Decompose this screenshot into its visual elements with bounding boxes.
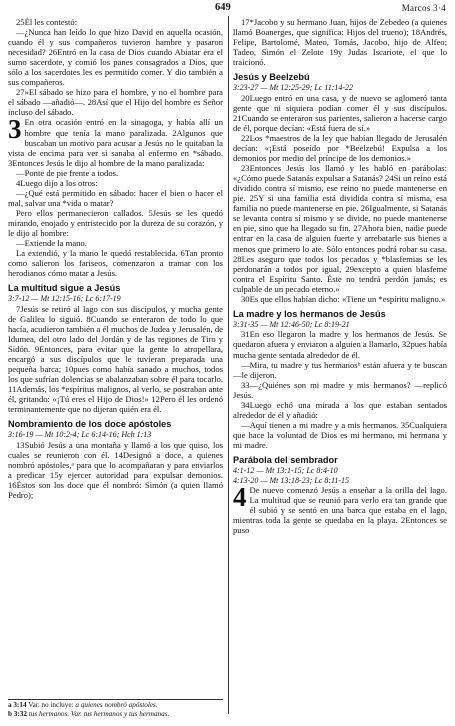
chapter-number: 4: [233, 482, 247, 513]
section-heading: Parábola del sembrador: [233, 454, 338, 465]
left-column: [8, 17, 223, 500]
verse-paragraph: —Ponte de pie frente a todos.: [16, 167, 119, 178]
verse-paragraph: 25Él les contestó:: [16, 17, 78, 27]
chapter-start: [8, 114, 223, 168]
footnote-ref: b 3:32: [8, 709, 27, 718]
column-divider: [228, 16, 229, 714]
section-heading: La madre y los hermanos de Jesús: [233, 308, 386, 319]
verse-paragraph: 30Es que ellos habían dicho: «Tiene un *espíritu maligno.»: [241, 293, 446, 304]
right-column: [233, 17, 447, 535]
verse-paragraph: 20Luego entró en una casa, y de nuevo se aglomeró tanta gente que ni siquiera podían comer él y sus discípulos. 21Cuando se enteraron sus parientes, salieron a hacerse cargo de él, porque decían: «Está fuera de sí.»: [233, 92, 447, 133]
verse-paragraph: Pero ellos permanecieron callados. 5Jesús se les quedó mirando, enojado y entristecido por la dureza de su corazón, y le dijo al hombre:: [8, 207, 223, 238]
verse-paragraph: 23Entonces Jesús los llamó y les habló en parábolas: «¿Cómo puede Satanás expulsar a Satanás? 24Si un reino está dividido contra sí mismo, ese reino no puede mantenerse en pie. 25Y si una familia está dividida contra sí misma, esa familia no puede mantenerse en pie. 26Igualmente, si Satanás se levanta contra sí mismo y se divide, no puede mantenerse en pie, sino que ha llegado su fin. 27Ahora bien, nadie puede entrar en la casa de alguien fuerte y arrebatarle sus bienes a menos que primero lo ate. Sólo entonces podrá robar su casa. 28Les aseguro que todos los pecados y *blasfemias se les perdonarán a todos por igual, 29excepto a quien blasfeme contra el Espíritu Santo. Éste no tendrá perdón jamás; es culpable de un pecado eterno.»: [233, 163, 447, 294]
section-heading: Nombramiento de los doce apóstoles: [8, 419, 172, 430]
cross-reference: 4:1-12 — Mt 13:1-15; Lc 8:4-10: [233, 465, 338, 475]
footnote: [8, 701, 223, 710]
footnote-ref: a 3:14: [8, 701, 27, 709]
footnote-italic: tus hermanos. Var. tus hermanos y tus hermanas.: [28, 709, 170, 718]
cross-reference: 3:23-27 — Mt 12:25-29; Lc 11:14-22: [233, 83, 354, 93]
page-header: [0, 2, 455, 16]
verse-paragraph: 22Los *maestros de la ley que habían llegado de Jerusalén decían: «¡Está poseído por *Beelzebú! Expulsa a los demonios por medio del príncipe de los demonios.»: [233, 133, 447, 164]
footnote-text: Var. no incluye:: [28, 701, 76, 709]
verse-paragraph: 4Luego dijo a los otros:: [16, 177, 98, 188]
page-number: 649: [215, 2, 231, 13]
verse-paragraph: 34Luego echó una mirada a los que estaban sentados alrededor de él y añadió:: [233, 399, 447, 420]
verse-paragraph: —Aquí tienen a mi madre y a mis hermanos. 35Cualquiera que hace la voluntad de Dios es mi hermano, mi hermana y mi madre.: [233, 419, 447, 450]
cross-reference: 3:7-12 — Mt 12:15-16; Lc 6:17-19: [8, 294, 121, 304]
verse-paragraph: La extendió, y la mano le quedó restablecida. 6Tan pronto como salieron los fariseos, comenzaron a tramar con los herodianos cómo matar a Jesús.: [8, 248, 223, 279]
chapter-number: 3: [8, 114, 22, 145]
section-heading: Jesús y Beelzebú: [233, 72, 310, 83]
chapter-start: [233, 482, 447, 536]
footnote-italic: a quienes nombró apóstoles.: [75, 701, 158, 709]
cross-reference: 3:31-35 — Mt 12:46-50; Lc 8:19-21: [233, 319, 350, 329]
section-heading: La multitud sigue a Jesús: [8, 283, 121, 294]
verse-paragraph: —¿Qué está permitido en sábado: hacer el bien o hacer el mal, salvar una *vida o matar?: [8, 187, 223, 208]
verse-paragraph: 33—¿Quiénes son mi madre y mis hermanos? —replicó Jesús.: [233, 379, 447, 400]
verse-paragraph: 7Jesús se retiró al lago con sus discípulos, y mucha gente de Galilea lo siguió. 8Cuando se enteraron de todo lo que hacía, acudieron también a él muchos de Judea y Jerusalén, de Idumea, del otro lado del Jordán y de las regiones de Tiro y Sidón. 9Entonces, para evitar que la gente lo atropellara, encargó a sus discípulos que le tuvieran preparada una pequeña barca; 10pues como había sanado a muchos, todos los que sufrían dolencias se abalanzaban sobre él para tocarlo. 11Además, los *espíritus malignos, al verlo, se postraban ante él, gritando: «¡Tú eres el Hijo de Dios!» 12Pero él les ordenó terminantemente que no dijeran quién era él.: [8, 303, 223, 415]
cross-reference: 3:16-19 — Mt 10:2-4; Lc 6:14-16; Hch 1:13: [8, 430, 152, 440]
footnote: [8, 710, 223, 719]
running-head: Marcos 3·4: [401, 3, 446, 13]
verse-text: En otra ocasión entró en la sinagoga, y había allí un hombre que tenía la mano paralizada. 2Algunos que buscaban un motivo para acusar a Jesús no le quitaban la vista de encima para ver si sanaba al enfermo en *sábado. 3Entonces Jesús le dijo al hombre de la mano paralizada:: [8, 117, 223, 168]
cross-reference: 4:13-20 — Mt 13:18-23; Lc 8:11-15: [233, 475, 350, 485]
verse-paragraph: 17*Jacobo y su hermano Juan, hijos de Zebedeo (a quienes llamó Boanerges, que significa: Hijos del trueno); 18Andrés, Felipe, Bartolomé, Mateo, Tomás, Jacobo, hijo de Alfeo; Tadeo, Simón el Zelote 19y Judas Iscariote, el que lo traicionó.: [233, 17, 447, 68]
verse-paragraph: 13Subió Jesús a una montaña y llamó a los que quiso, los cuales se reunieron con él. 14Designó a doce, a quienes nombró apóstoles,ᵃ para que lo acompañaran y para enviarlos a predicar 15y ejercer autoridad para expulsar demonios. 16Éstos son los doce que él nombró: Simón (a quien llamó Pedro);: [8, 439, 223, 501]
verse-paragraph: 27»El sábado se hizo para el hombre, y no el hombre para el sábado —añadió—. 28Así que el Hijo del hombre es Señor incluso del sábado.: [8, 87, 223, 118]
verse-paragraph: —¿Nunca han leído lo que hizo David en aquella ocasión, cuando él y sus compañeros tuvieron hambre y pasaron necesidad? 26Entró en la casa de Dios cuando Abiatar era el sumo sacerdote, y comió los panes consagrados a Dios, que sólo a los sacerdotes les es permitido comer. Y dio también a sus compañeros.: [8, 27, 223, 88]
verse-text: De nuevo comenzó Jesús a enseñar a la orilla del lago. La multitud que se reunió para verlo era tan grande que él subió y se sentó en una barca que estaba en el lago, mientras toda la gente se quedaba en la playa. 2Entonces se puso: [233, 485, 447, 536]
footnotes: [8, 699, 223, 718]
verse-paragraph: —Extiende la mano.: [16, 238, 87, 249]
verse-paragraph: 31En eso llegaron la madre y los hermanos de Jesús. Se quedaron afuera y enviaron a alguien a llamarlo, 32pues había mucha gente sentada alrededor de él.: [233, 329, 447, 360]
verse-paragraph: —Mira, tu madre y tus hermanosᵇ están afuera y te buscan —le dijeron.: [233, 359, 447, 380]
